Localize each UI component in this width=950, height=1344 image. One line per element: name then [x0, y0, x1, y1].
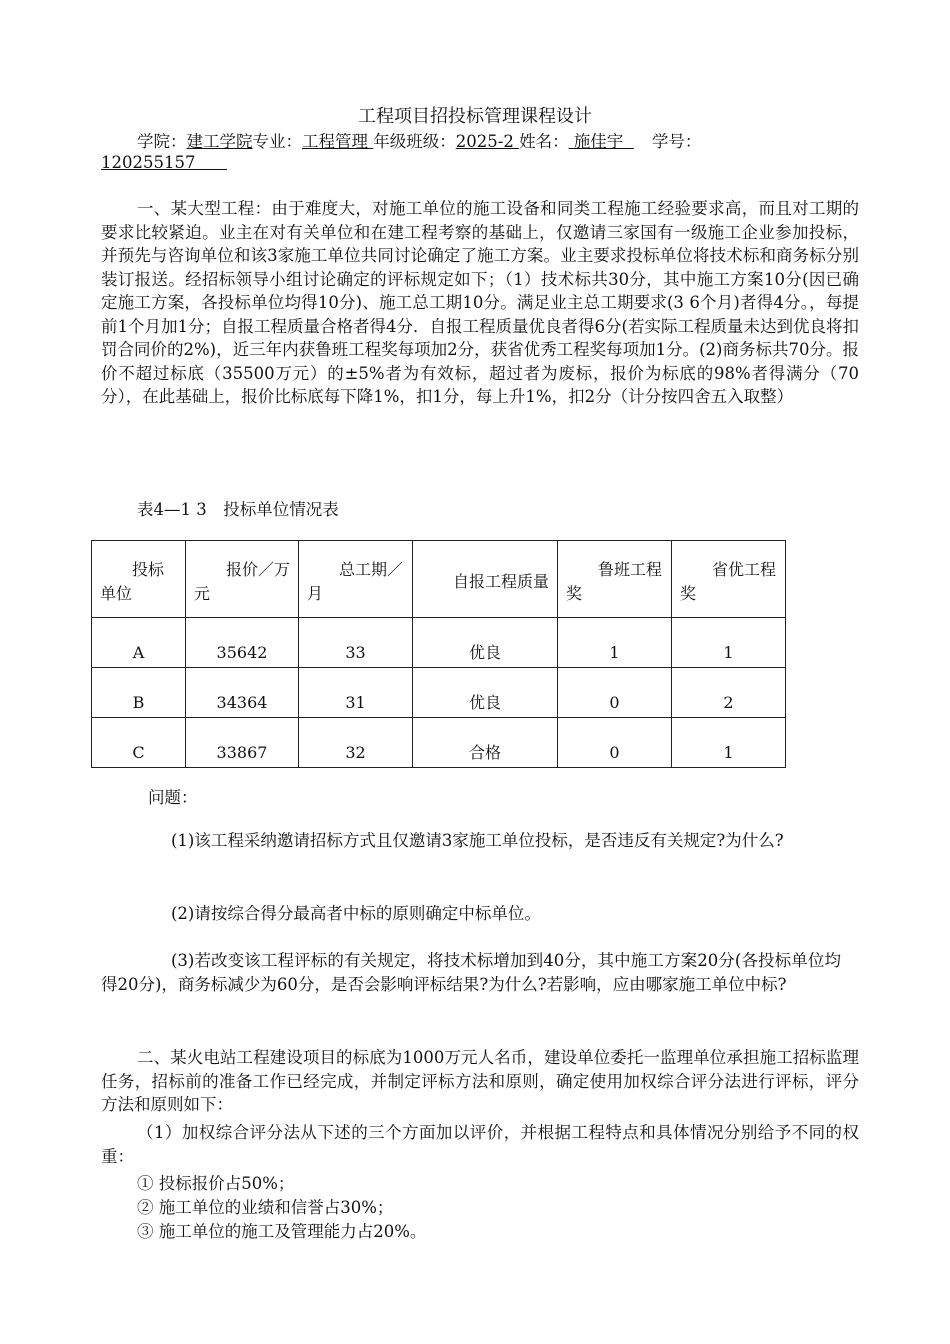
major-value: 工程管理: [302, 132, 374, 151]
table-cell: 优良: [413, 618, 558, 668]
table-header-cell: 自报工程质量: [413, 541, 558, 618]
class-value: 2025-2: [455, 132, 520, 151]
table-cell: 1: [672, 618, 786, 668]
college-label: 学院：: [137, 132, 187, 151]
list-item: ② 施工单位的业绩和信誉占30%；: [137, 1198, 394, 1217]
table-cell: 34364: [186, 668, 299, 718]
table-row: [92, 668, 786, 718]
student-info-line: [137, 128, 701, 152]
table-cell: 35642: [186, 618, 299, 668]
table-cell: 31: [299, 668, 413, 718]
table-cell: 0: [558, 668, 672, 718]
table-row: [92, 718, 786, 768]
table-row: [92, 618, 786, 668]
table-cell: 33: [299, 618, 413, 668]
page-title: 工程项目招投标管理课程设计: [358, 106, 592, 127]
name-label: 姓名：: [519, 132, 569, 151]
section1-paragraph: 一、某大型工程：由于难度大，对施工单位的施工设备和同类工程施工经验要求高，而且对工期的要求比较紧迫。业主在对有关单位和在建工程考察的基础上，仅邀请三家国有一级施工企业参加投标，并预先与咨询单位和该3家施工单位共同讨论确定了施工方案。业主要求投标单位将技术标和商务标分别装订报送。经招标领导小组讨论确定的评标规定如下；（1）技术标共30分，其中施工方案10分(因已确定施工方案，各投标单位均得10分)、施工总工期10分。满足业主总工期要求(3 6个月)者得4分。，每提前1个月加1分；自报工程质量合格者得4分．自报工程质量优良者得6分(若实际工程质量未达到优良将扣罚合同价的2%)，近三年内获鲁班工程奖每项加2分，获省优秀工程奖每项加1分。(2)商务标共70分。报价不超过标底（35500万元）的±5%者为有效标，超过者为废标，报价为标底的98%者得满分（70分），在此基础上，报价比标底每下降1%，扣1分，每上升1%，扣2分（计分按四舍五入取整）: [101, 199, 859, 406]
table-header-row: [92, 541, 786, 618]
table-cell: C: [92, 718, 186, 768]
table-cell: 32: [299, 718, 413, 768]
question-item: (3)若改变该工程评标的有关规定，将技术标增加到40分，其中施工方案20分(各投标单位均得20分)，商务标减少为60分，是否会影响评标结果?为什么?若影响，应由哪家施工单位中标?: [101, 951, 841, 994]
major-label: 专业：: [252, 132, 302, 151]
question-item: (1)该工程采纳邀请招标方式且仅邀请3家施工单位投标，是否违反有关规定?为什么?: [171, 831, 784, 850]
table-caption: 表4—1 3 投标单位情况表: [137, 500, 339, 519]
table-cell: 优良: [413, 668, 558, 718]
table-header-cell: 省优工程奖: [672, 541, 786, 618]
table-header-cell: 投标单位: [92, 541, 186, 618]
questions-label: 问题：: [148, 788, 198, 807]
section2-paragraph: 二、某火电站工程建设项目的标底为1000万元人名币，建设单位委托一监理单位承担施工招标监理任务，招标前的准备工作已经完成，并制定评标方法和原则，确定使用加权综合评分法进行评标，评分方法和原则如下：: [101, 1048, 859, 1114]
question-item: (2)请按综合得分最高者中标的原则确定中标单位。: [171, 904, 541, 923]
table-cell: 2: [672, 668, 786, 718]
bidder-table: [91, 540, 786, 768]
table-header-cell: 总工期／月: [299, 541, 413, 618]
table-cell: B: [92, 668, 186, 718]
name-value: 施佳宇: [568, 132, 634, 151]
id-label: 学号：: [651, 132, 702, 151]
table-cell: 1: [672, 718, 786, 768]
table-header-cell: 鲁班工程奖: [558, 541, 672, 618]
list-item: ③ 施工单位的施工及管理能力占20%。: [137, 1222, 427, 1241]
section2-subparagraph: （1）加权综合评分法从下述的三个方面加以评价，并根据工程特点和具体情况分别给予不同的权重：: [101, 1123, 859, 1166]
table-cell: A: [92, 618, 186, 668]
table-header-cell: 报价／万元: [186, 541, 299, 618]
table-cell: 合格: [413, 718, 558, 768]
list-item: ① 投标报价占50%；: [137, 1174, 295, 1193]
college-value: 建工学院: [186, 132, 253, 151]
class-label: 年级班级：: [373, 132, 456, 151]
table-cell: 0: [558, 718, 672, 768]
table-cell: 33867: [186, 718, 299, 768]
student-id-value: 120255157: [101, 153, 227, 172]
table-cell: 1: [558, 618, 672, 668]
